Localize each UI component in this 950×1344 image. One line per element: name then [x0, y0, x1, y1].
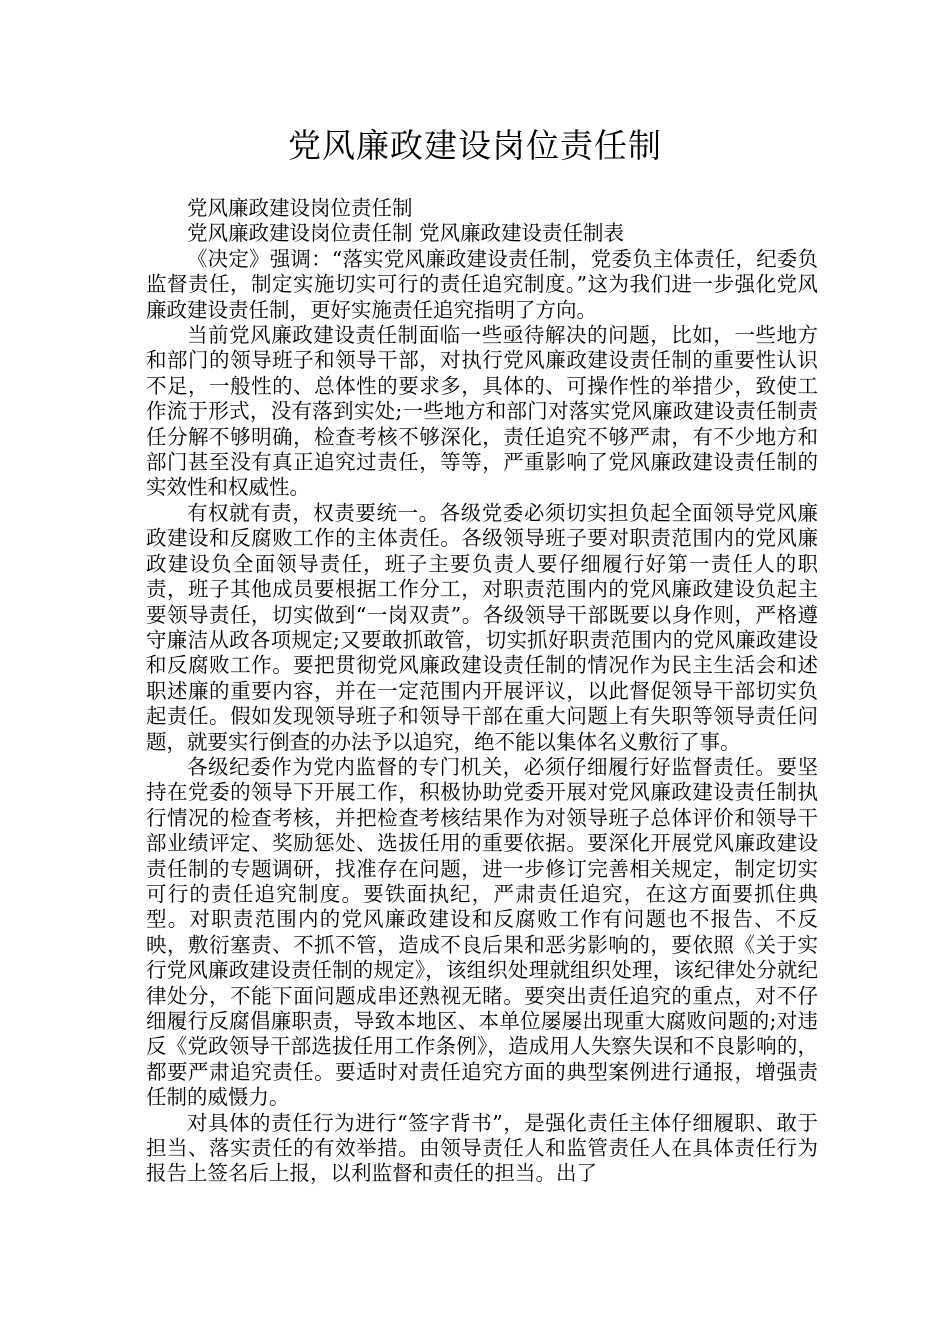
body-paragraph: 当前党风廉政建设责任制面临一些亟待解决的问题，比如，一些地方和部门的领导班子和领导干部，对执行党风廉政建设责任制的重要性认识不足，一般性的、总体性的要求多，具体的、可操作性的举措少，致使工作流于形式，没有落到实处;一些地方和部门对落实党风廉政建设责任制责任分解不够明确，检查考核不够深化，责任追究不够严肃，有不少地方和部门甚至没有真正追究过责任，等等，严重影响了党风廉政建设责任制的实效性和权威性。: [146, 323, 818, 500]
subtitle-line: 党风廉政建设岗位责任制 党风廉政建设责任制表: [187, 221, 625, 246]
document-body: [146, 196, 818, 1187]
body-paragraph: 《决定》强调：“落实党风廉政建设责任制，党委负主体责任，纪委负监督责任，制定实施切实可行的责任追究制度。”这为我们进一步强化党风廉政建设责任制，更好实施责任追究指明了方向。: [146, 246, 818, 322]
body-paragraph: 有权就有责，权责要统一。各级党委必须切实担负起全面领导党风廉政建设和反腐败工作的主体责任。各级领导班子要对职责范围内的党风廉政建设负全面领导责任，班子主要负责人要仔细履行好第一责任人的职责，班子其他成员要根据工作分工，对职责范围内的党风廉政建设负起主要领导责任，切实做到“一岗双责”。各级领导干部既要以身作则，严格遵守廉洁从政各项规定;又要敢抓敢管，切实抓好职责范围内的党风廉政建设和反腐败工作。要把贯彻党风廉政建设责任制的情况作为民主生活会和述职述廉的重要内容，并在一定范围内开展评议，以此督促领导干部切实负起责任。假如发现领导班子和领导干部在重大问题上有失职等领导责任问题，就要实行倒查的办法予以追究，绝不能以集体名义敷衍了事。: [146, 500, 818, 754]
body-paragraph: 对具体的责任行为进行“签字背书”，是强化责任主体仔细履职、敢于担当、落实责任的有效举措。由领导责任人和监管责任人在具体责任行为报告上签名后上报，以利监督和责任的担当。出了: [146, 1110, 818, 1186]
body-paragraph: 各级纪委作为党内监督的专门机关，必须仔细履行好监督责任。要坚持在党委的领导下开展工作，积极协助党委开展对党风廉政建设责任制执行情况的检查考核，并把检查考核结果作为对领导班子总体评价和领导干部业绩评定、奖励惩处、选拔任用的重要依据。要深化开展党风廉政建设责任制的专题调研，找准存在问题，进一步修订完善相关规定，制定切实可行的责任追究制度。要铁面执纪，严肃责任追究，在这方面要抓住典型。对职责范围内的党风廉政建设和反腐败工作有问题也不报告、不反映，敷衍塞责、不抓不管，造成不良后果和恶劣影响的，要依照《关于实行党风廉政建设责任制的规定》，该组织处理就组织处理，该纪律处分就纪律处分，不能下面问题成串还熟视无睹。要突出责任追究的重点，对不仔细履行反腐倡廉职责，导致本地区、本单位屡屡出现重大腐败问题的;对违反《党政领导干部选拔任用工作条例》，造成用人失察失误和不良影响的，都要严肃追究责任。要适时对责任追究方面的典型案例进行通报，增强责任制的威慑力。: [146, 754, 818, 1110]
subtitle-line: 党风廉政建设岗位责任制: [187, 196, 413, 220]
document-title: 党风廉政建设岗位责任制: [288, 126, 662, 165]
